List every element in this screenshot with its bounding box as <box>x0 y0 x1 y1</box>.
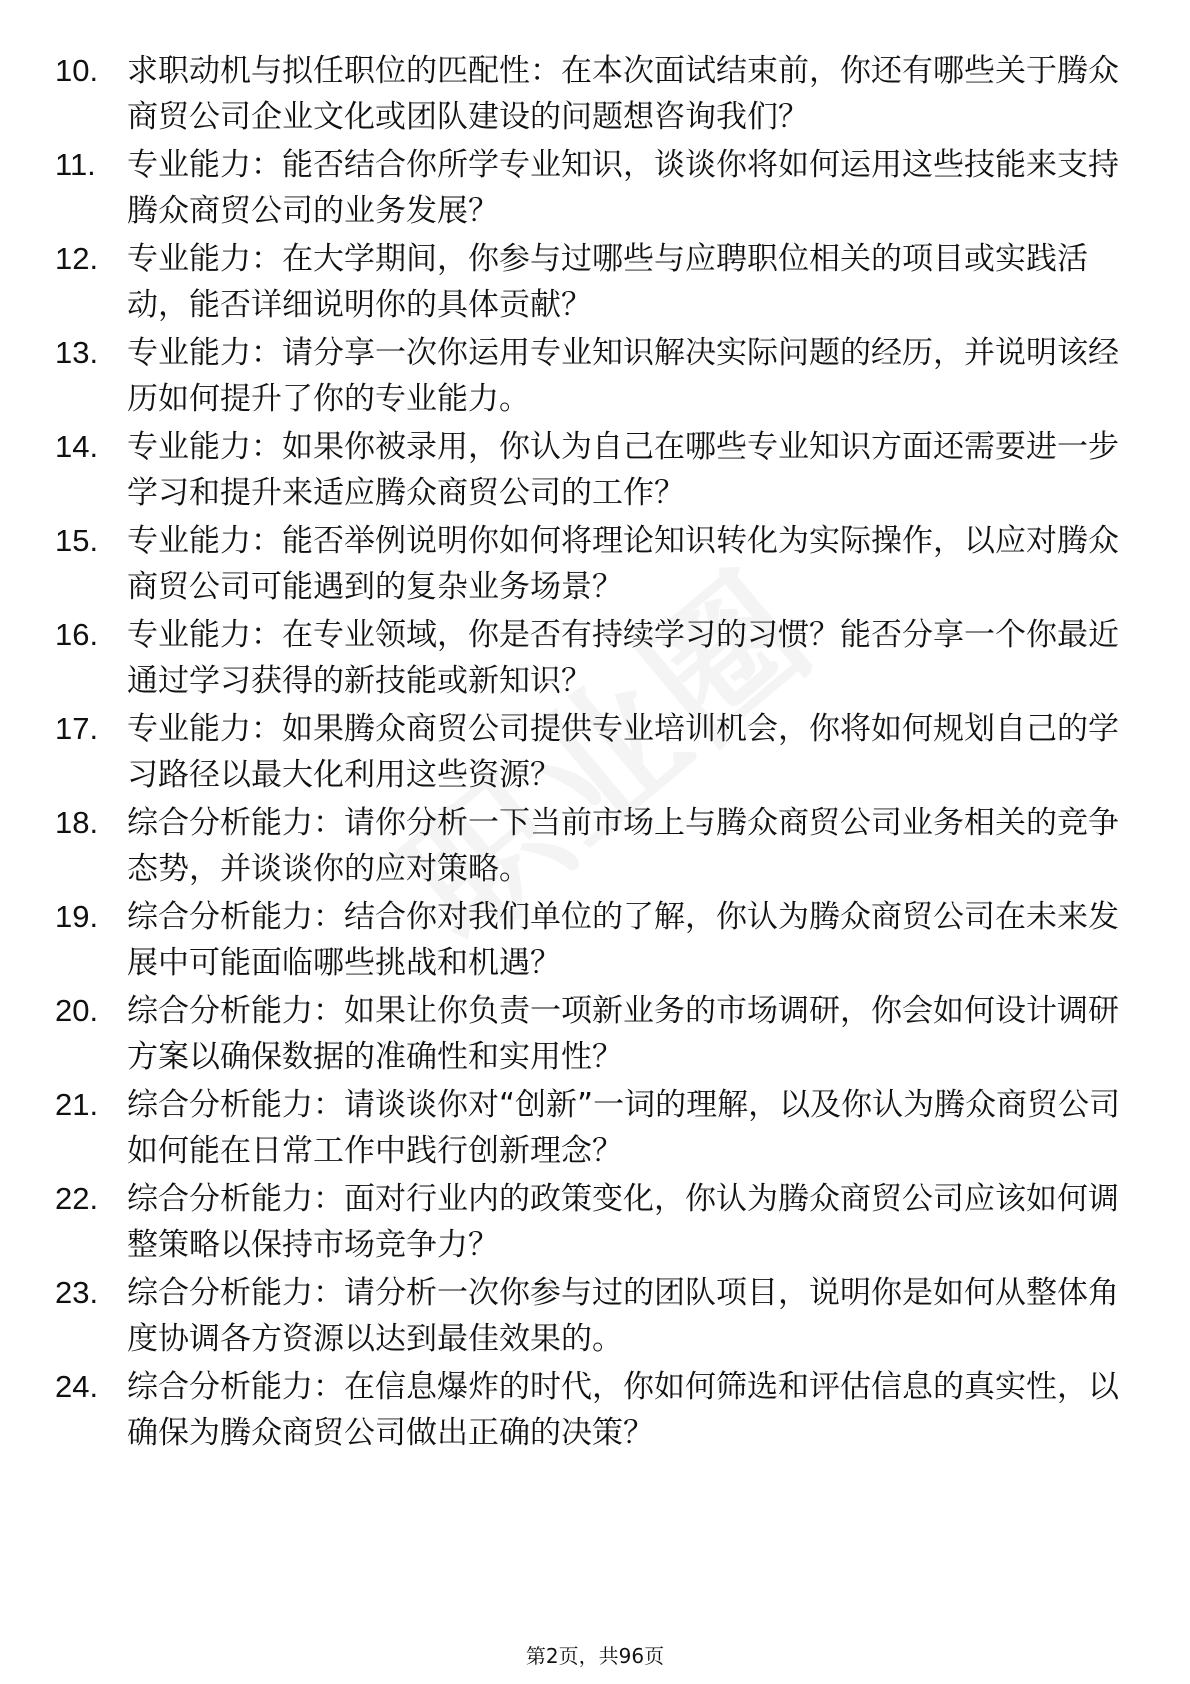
question-number: 16. <box>55 617 99 652</box>
question-text: 综合分析能力：面对行业内的政策变化，你认为腾众商贸公司应该如何调整策略以保持市场竞争力？ <box>127 1181 1119 1263</box>
question-item <box>55 424 1135 518</box>
question-item <box>55 894 1135 988</box>
question-item <box>55 142 1135 236</box>
question-number: 19. <box>55 899 99 934</box>
question-text: 专业能力：在大学期间，你参与过哪些与应聘职位相关的项目或实践活动，能否详细说明你的具体贡献？ <box>127 241 1088 323</box>
question-item <box>55 330 1135 424</box>
question-number: 23. <box>55 1275 99 1310</box>
question-text: 综合分析能力：请谈谈你对“创新”一词的理解，以及你认为腾众商贸公司如何能在日常工作中践行创新理念？ <box>127 1087 1121 1169</box>
question-text: 专业能力：能否结合你所学专业知识，谈谈你将如何运用这些技能来支持腾众商贸公司的业务发展？ <box>127 147 1119 229</box>
question-item <box>55 1082 1135 1176</box>
question-number: 18. <box>55 805 99 840</box>
question-text: 求职动机与拟任职位的匹配性：在本次面试结束前，你还有哪些关于腾众商贸公司企业文化或团队建设的问题想咨询我们？ <box>127 53 1119 135</box>
question-text: 专业能力：请分享一次你运用专业知识解决实际问题的经历，并说明该经历如何提升了你的专业能力。 <box>127 335 1119 417</box>
question-text: 综合分析能力：如果让你负责一项新业务的市场调研，你会如何设计调研方案以确保数据的准确性和实用性？ <box>127 993 1119 1075</box>
question-number: 22. <box>55 1181 99 1216</box>
question-text: 专业能力：能否举例说明你如何将理论知识转化为实际操作，以应对腾众商贸公司可能遇到的复杂业务场景？ <box>127 523 1119 605</box>
question-number: 10. <box>55 53 99 88</box>
question-item <box>55 236 1135 330</box>
question-text: 综合分析能力：请你分析一下当前市场上与腾众商贸公司业务相关的竞争态势，并谈谈你的应对策略。 <box>127 805 1119 887</box>
question-number: 13. <box>55 335 99 370</box>
page-footer: 第2页，共96页 <box>525 1644 665 1668</box>
question-number: 20. <box>55 993 99 1028</box>
question-item <box>55 1364 1135 1458</box>
question-item <box>55 48 1135 142</box>
question-number: 14. <box>55 429 99 464</box>
question-text: 专业能力：在专业领域，你是否有持续学习的习惯？能否分享一个你最近通过学习获得的新技能或新知识？ <box>127 617 1119 699</box>
question-number: 11. <box>55 147 96 182</box>
question-number: 12. <box>55 241 99 276</box>
question-item <box>55 988 1135 1082</box>
question-item <box>55 800 1135 894</box>
question-item <box>55 518 1135 612</box>
question-item <box>55 612 1135 706</box>
question-item <box>55 1270 1135 1364</box>
question-text: 专业能力：如果腾众商贸公司提供专业培训机会，你将如何规划自己的学习路径以最大化利用这些资源？ <box>127 711 1119 793</box>
question-number: 24. <box>55 1369 99 1404</box>
question-text: 综合分析能力：在信息爆炸的时代，你如何筛选和评估信息的真实性，以确保为腾众商贸公司做出正确的决策？ <box>127 1369 1119 1451</box>
question-text: 专业能力：如果你被录用，你认为自己在哪些专业知识方面还需要进一步学习和提升来适应腾众商贸公司的工作？ <box>127 429 1119 511</box>
question-number: 15. <box>55 523 99 558</box>
question-text: 综合分析能力：请分析一次你参与过的团队项目，说明你是如何从整体角度协调各方资源以达到最佳效果的。 <box>127 1275 1119 1357</box>
question-item <box>55 1176 1135 1270</box>
question-list <box>55 48 1135 1458</box>
question-number: 21. <box>55 1087 99 1122</box>
question-item <box>55 706 1135 800</box>
question-number: 17. <box>55 711 99 746</box>
question-text: 综合分析能力：结合你对我们单位的了解，你认为腾众商贸公司在未来发展中可能面临哪些挑战和机遇？ <box>127 899 1119 981</box>
